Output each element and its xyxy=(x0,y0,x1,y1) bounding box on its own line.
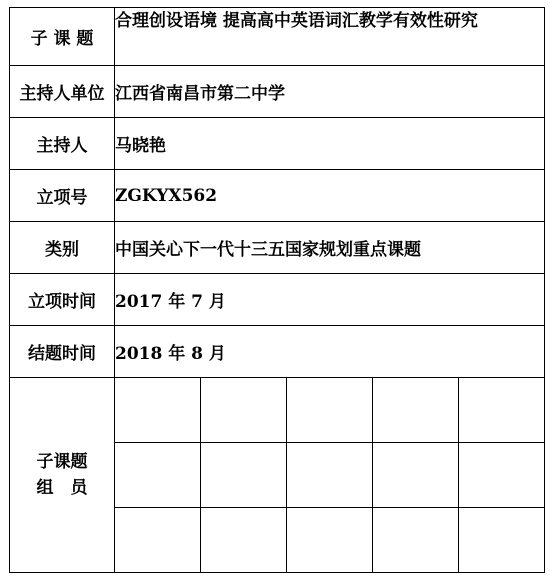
end-date-value: 2018 年 8 月 xyxy=(115,326,545,378)
members-grid-cell xyxy=(115,378,545,573)
member-cell xyxy=(201,443,287,508)
member-cell xyxy=(115,508,201,573)
members-grid-row xyxy=(115,508,544,573)
member-cell xyxy=(201,508,287,573)
members-grid xyxy=(115,378,544,572)
member-cell xyxy=(372,378,458,443)
members-label-line1: 子课题 xyxy=(36,452,88,472)
member-cell xyxy=(201,378,287,443)
project-number-value: ZGKYX562 xyxy=(115,170,545,222)
member-cell xyxy=(287,508,373,573)
host-value: 马晓艳 xyxy=(115,118,545,170)
row-project-number xyxy=(10,170,545,222)
member-cell xyxy=(372,508,458,573)
category-label: 类别 xyxy=(10,222,115,274)
start-date-value: 2017 年 7 月 xyxy=(115,274,545,326)
start-date-label: 立项时间 xyxy=(10,274,115,326)
row-category xyxy=(10,222,545,274)
member-cell xyxy=(287,443,373,508)
category-value: 中国关心下一代十三五国家规划重点课题 xyxy=(115,222,545,274)
row-subtopic xyxy=(10,8,545,66)
member-cell xyxy=(458,443,544,508)
row-end-date xyxy=(10,326,545,378)
member-cell xyxy=(115,378,201,443)
end-date-label: 结题时间 xyxy=(10,326,115,378)
host-unit-label: 主持人单位 xyxy=(10,66,115,118)
project-info-table xyxy=(9,7,545,573)
member-cell xyxy=(458,378,544,443)
member-cell xyxy=(372,443,458,508)
row-members xyxy=(10,378,545,573)
subtopic-label: 子 课 题 xyxy=(10,8,115,66)
row-host xyxy=(10,118,545,170)
members-grid-row xyxy=(115,443,544,508)
host-label: 主持人 xyxy=(10,118,115,170)
members-grid-row xyxy=(115,378,544,443)
project-number-label: 立项号 xyxy=(10,170,115,222)
subtopic-value: 合理创设语境 提高高中英语词汇教学有效性研究 xyxy=(115,8,545,66)
row-start-date xyxy=(10,274,545,326)
member-cell xyxy=(458,508,544,573)
members-label xyxy=(10,378,115,573)
member-cell xyxy=(287,378,373,443)
row-host-unit xyxy=(10,66,545,118)
member-cell xyxy=(115,443,201,508)
members-label-line2: 组 员 xyxy=(36,478,88,498)
host-unit-value: 江西省南昌市第二中学 xyxy=(115,66,545,118)
